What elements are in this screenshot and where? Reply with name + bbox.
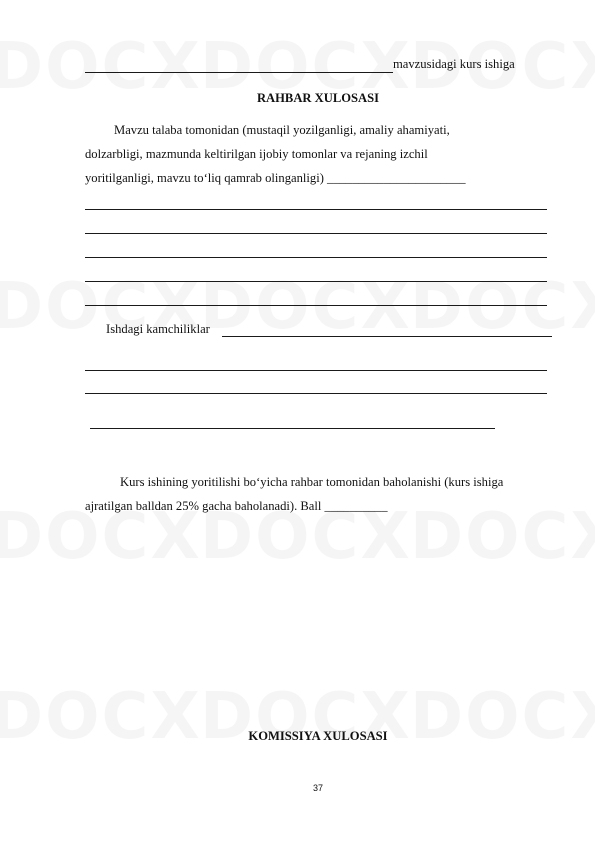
blank-line[interactable] xyxy=(85,281,547,282)
commission-conclusion-title: KOMISSIYA XULOSASI xyxy=(248,729,388,743)
blank-line[interactable] xyxy=(85,209,547,210)
topic-suffix: mavzusidagi kurs ishiga xyxy=(393,57,515,71)
blank-line[interactable] xyxy=(85,233,547,234)
page-number: 37 xyxy=(312,783,323,793)
evaluation-paragraph-line-1: Mavzu talaba tomonidan (mustaqil yozilganligi, amaliy ahamiyati, xyxy=(114,123,450,137)
evaluation-paragraph-line-2: dolzarbligi, mazmunda keltirilgan ijobiy tomonlar va rejaning izchil xyxy=(85,147,428,161)
evaluation-paragraph-line-3: yoritilganligi, mavzu to‘liq qamrab olinganligi) ______________________ xyxy=(85,171,466,185)
blank-line[interactable] xyxy=(85,305,547,306)
shortcomings-blank-line[interactable] xyxy=(222,336,552,337)
blank-line[interactable] xyxy=(85,370,547,371)
blank-line[interactable] xyxy=(85,257,547,258)
blank-line[interactable] xyxy=(90,428,495,429)
shortcomings-label: Ishdagi kamchiliklar xyxy=(106,322,210,336)
supervisor-conclusion-title: RAHBAR XULOSASI xyxy=(256,91,380,105)
grading-text-line-1: Kurs ishining yoritilishi bo‘yicha rahbar tomonidan baholanishi (kurs ishiga xyxy=(120,475,504,489)
blank-line[interactable] xyxy=(85,393,547,394)
topic-blank-line[interactable] xyxy=(85,72,393,73)
watermark-text xyxy=(410,500,595,574)
grading-text-line-2: ajratilgan balldan 25% gacha baholanadi). Ball __________ xyxy=(85,499,388,513)
